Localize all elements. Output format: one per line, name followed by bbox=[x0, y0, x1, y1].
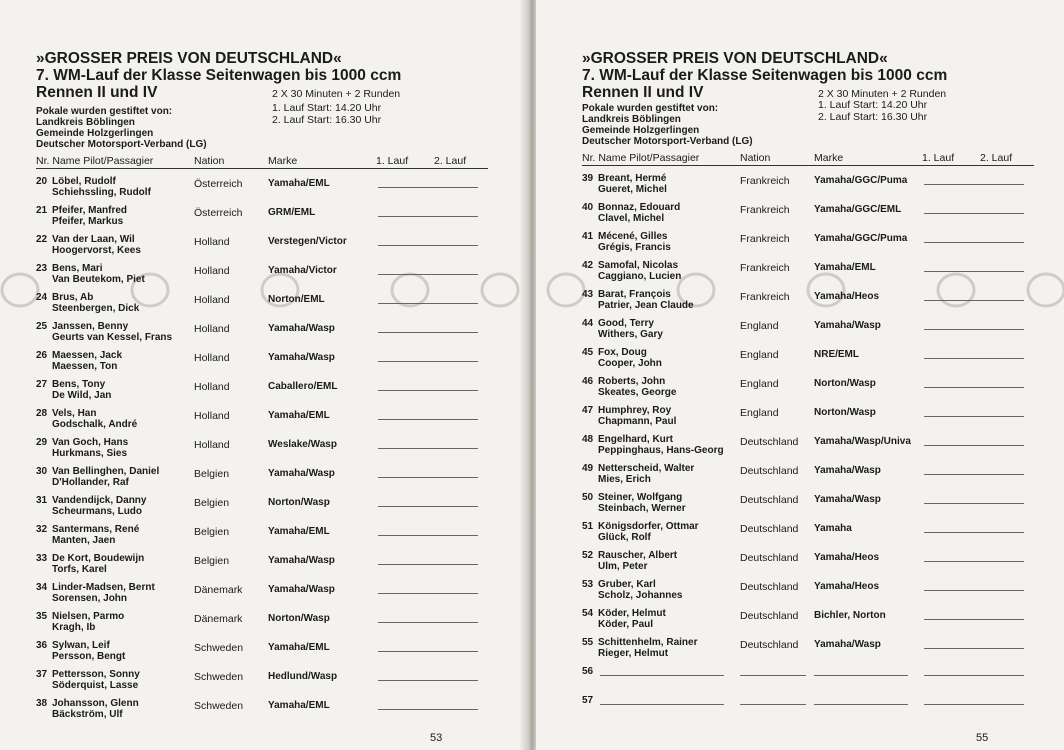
result-line bbox=[378, 651, 478, 652]
table-row bbox=[36, 289, 488, 318]
passenger-name: Ulm, Peter bbox=[598, 561, 648, 572]
nation: England bbox=[740, 320, 779, 332]
result-line bbox=[924, 242, 1024, 243]
result-line bbox=[378, 680, 478, 681]
table-row bbox=[36, 376, 488, 405]
passenger-name: Glück, Rolf bbox=[598, 532, 651, 543]
blank-line bbox=[924, 704, 1024, 705]
passenger-name: Söderquist, Lasse bbox=[52, 680, 139, 691]
pilot-name: Vandendijck, Danny bbox=[52, 495, 147, 506]
nation: Belgien bbox=[194, 555, 230, 567]
passenger-name: Caggiano, Lucien bbox=[598, 271, 682, 282]
pilot-name: Löbel, Rudolf bbox=[52, 176, 116, 187]
result-line bbox=[924, 213, 1024, 214]
table-row bbox=[36, 231, 488, 260]
marke: Yamaha/Wasp bbox=[814, 494, 881, 505]
marke: Yamaha/Heos bbox=[814, 552, 880, 563]
result-line bbox=[924, 503, 1024, 504]
entry-number: 28 bbox=[36, 408, 48, 419]
nation: Frankreich bbox=[740, 233, 790, 245]
nation: England bbox=[740, 349, 779, 361]
entry-number: 39 bbox=[582, 173, 594, 184]
pilot-name: Good, Terry bbox=[598, 318, 654, 329]
entry-number: 55 bbox=[582, 637, 594, 648]
passenger-name: Köder, Paul bbox=[598, 619, 654, 630]
result-line bbox=[378, 216, 478, 217]
table-row bbox=[582, 547, 1034, 576]
race-heat: Rennen II und IV bbox=[36, 84, 158, 101]
start-times: 1. Lauf Start: 14.20 Uhr 2. Lauf Start: 16.30 Uhr bbox=[818, 99, 928, 123]
marke: Yamaha/Heos bbox=[814, 291, 880, 302]
entry-number: 50 bbox=[582, 492, 594, 503]
marke: Yamaha/Wasp bbox=[268, 555, 335, 566]
marke: Norton/Wasp bbox=[814, 407, 876, 418]
marke: Yamaha/EML bbox=[268, 642, 330, 653]
entry-number: 44 bbox=[582, 318, 594, 329]
pilot-name: Maessen, Jack bbox=[52, 350, 123, 361]
pilot-name: Humphrey, Roy bbox=[598, 405, 672, 416]
table-row bbox=[582, 518, 1034, 547]
table-row bbox=[36, 434, 488, 463]
entry-number: 48 bbox=[582, 434, 594, 445]
result-line bbox=[924, 271, 1024, 272]
result-line bbox=[378, 332, 478, 333]
result-line bbox=[924, 358, 1024, 359]
passenger-name: Gueret, Michel bbox=[598, 184, 667, 195]
empty-row bbox=[582, 663, 1034, 692]
nation: Frankreich bbox=[740, 262, 790, 274]
passenger-name: Schiehssling, Rudolf bbox=[52, 187, 151, 198]
result-line bbox=[924, 387, 1024, 388]
table-row bbox=[36, 666, 488, 695]
pilot-name: Rauscher, Albert bbox=[598, 550, 678, 561]
passenger-name: Bäckström, Ulf bbox=[52, 709, 123, 720]
left-page bbox=[0, 0, 528, 750]
marke: GRM/EML bbox=[268, 207, 316, 218]
result-line bbox=[378, 564, 478, 565]
entry-number: 25 bbox=[36, 321, 48, 332]
pilot-name: Roberts, John bbox=[598, 376, 666, 387]
entry-number: 47 bbox=[582, 405, 594, 416]
blank-line bbox=[600, 704, 724, 705]
nation: Dänemark bbox=[194, 584, 243, 596]
entry-number: 43 bbox=[582, 289, 594, 300]
entry-number: 36 bbox=[36, 640, 48, 651]
result-line bbox=[378, 419, 478, 420]
page-number: 53 bbox=[430, 732, 443, 744]
table-row bbox=[36, 405, 488, 434]
pilot-name: Gruber, Karl bbox=[598, 579, 656, 590]
result-line bbox=[924, 561, 1024, 562]
entry-number: 56 bbox=[582, 666, 594, 677]
result-line bbox=[924, 619, 1024, 620]
pilot-name: Mécené, Gilles bbox=[598, 231, 668, 242]
table-row bbox=[582, 228, 1034, 257]
nation: Belgien bbox=[194, 526, 230, 538]
marke: Caballero/EML bbox=[268, 381, 338, 392]
table-header: Nr. Name Pilot/Passagier Nation Marke 1. Lauf 2. Lauf bbox=[582, 152, 1034, 166]
pilot-name: Santermans, René bbox=[52, 524, 140, 535]
table-row bbox=[36, 260, 488, 289]
marke: Verstegen/Victor bbox=[268, 236, 347, 247]
result-line bbox=[924, 474, 1024, 475]
marke: Norton/Wasp bbox=[814, 378, 876, 389]
table-row bbox=[582, 431, 1034, 460]
nation: Dänemark bbox=[194, 613, 243, 625]
table-row bbox=[582, 460, 1034, 489]
passenger-name: Torfs, Karel bbox=[52, 564, 107, 575]
nation: Deutschland bbox=[740, 436, 799, 448]
entry-number: 34 bbox=[36, 582, 48, 593]
entry-number: 52 bbox=[582, 550, 594, 561]
result-line bbox=[924, 648, 1024, 649]
table-row bbox=[36, 637, 488, 666]
table-row bbox=[36, 695, 488, 724]
pilot-name: Samofal, Nicolas bbox=[598, 260, 679, 271]
marke: Yamaha/Wasp bbox=[268, 468, 335, 479]
race-title: »GROSSER PREIS VON DEUTSCHLAND« bbox=[36, 50, 342, 67]
nation: Holland bbox=[194, 323, 230, 335]
race-subtitle: 7. WM-Lauf der Klasse Seitenwagen bis 1000 ccm bbox=[582, 67, 948, 84]
result-line bbox=[378, 448, 478, 449]
passenger-name: Grégis, Francis bbox=[598, 242, 671, 253]
nation: Deutschland bbox=[740, 639, 799, 651]
entry-number: 41 bbox=[582, 231, 594, 242]
passenger-name: Persson, Bengt bbox=[52, 651, 126, 662]
marke: Yamaha/Heos bbox=[814, 581, 880, 592]
entry-number: 20 bbox=[36, 176, 48, 187]
nation: Holland bbox=[194, 236, 230, 248]
passenger-name: Hurkmans, Sies bbox=[52, 448, 128, 459]
pilot-name: Schittenhelm, Rainer bbox=[598, 637, 698, 648]
passenger-name: Pfeifer, Markus bbox=[52, 216, 124, 227]
pilot-name: Nielsen, Parmo bbox=[52, 611, 125, 622]
nation: Schweden bbox=[194, 671, 244, 683]
blank-line bbox=[740, 675, 806, 676]
race-subtitle: 7. WM-Lauf der Klasse Seitenwagen bis 1000 ccm bbox=[36, 67, 402, 84]
entries-right bbox=[582, 170, 1034, 663]
marke: Norton/Wasp bbox=[268, 497, 330, 508]
nation: Frankreich bbox=[740, 291, 790, 303]
entry-number: 53 bbox=[582, 579, 594, 590]
nation: Holland bbox=[194, 410, 230, 422]
entry-number: 33 bbox=[36, 553, 48, 564]
table-row bbox=[36, 521, 488, 550]
nation: Holland bbox=[194, 381, 230, 393]
entry-number: 22 bbox=[36, 234, 48, 245]
table-row bbox=[582, 373, 1034, 402]
pilot-name: Breant, Hermé bbox=[598, 173, 667, 184]
result-line bbox=[378, 477, 478, 478]
marke: Yamaha bbox=[814, 523, 852, 534]
result-line bbox=[378, 361, 478, 362]
passenger-name: Scheurmans, Ludo bbox=[52, 506, 143, 517]
marke: Yamaha/EML bbox=[268, 410, 330, 421]
marke: Hedlund/Wasp bbox=[268, 671, 338, 682]
result-line bbox=[924, 445, 1024, 446]
nation: Holland bbox=[194, 439, 230, 451]
result-line bbox=[924, 590, 1024, 591]
race-title: »GROSSER PREIS VON DEUTSCHLAND« bbox=[582, 50, 888, 67]
result-line bbox=[378, 187, 478, 188]
nation: Holland bbox=[194, 352, 230, 364]
schedule-main: 2 X 30 Minuten + 2 Runden bbox=[272, 88, 401, 100]
right-content bbox=[582, 50, 1034, 721]
nation: Schweden bbox=[194, 700, 244, 712]
nation: Deutschland bbox=[740, 610, 799, 622]
result-line bbox=[378, 390, 478, 391]
nation: Holland bbox=[194, 294, 230, 306]
table-row bbox=[582, 199, 1034, 228]
pilot-name: Fox, Doug bbox=[598, 347, 647, 358]
passenger-name: Peppinghaus, Hans-Georg bbox=[598, 445, 724, 456]
marke: Bichler, Norton bbox=[814, 610, 886, 621]
donors: Pokale wurden gestiftet von: Landkreis Böblingen Gemeinde Holzgerlingen Deutscher Motorsport-Verband (LG) bbox=[582, 103, 753, 147]
pilot-name: Königsdorfer, Ottmar bbox=[598, 521, 699, 532]
pilot-name: Linder-Madsen, Bernt bbox=[52, 582, 155, 593]
entry-number: 38 bbox=[36, 698, 48, 709]
nation: Deutschland bbox=[740, 494, 799, 506]
pilot-name: Brus, Ab bbox=[52, 292, 94, 303]
marke: Yamaha/Wasp bbox=[268, 323, 335, 334]
result-line bbox=[924, 300, 1024, 301]
nation: Deutschland bbox=[740, 465, 799, 477]
nation: Österreich bbox=[194, 207, 243, 219]
schedule-main: 2 X 30 Minuten + 2 Runden bbox=[818, 88, 947, 100]
blank-line bbox=[740, 704, 806, 705]
passenger-name: Hoogervorst, Kees bbox=[52, 245, 141, 256]
result-line bbox=[924, 329, 1024, 330]
entry-number: 30 bbox=[36, 466, 48, 477]
marke: Norton/EML bbox=[268, 294, 325, 305]
passenger-name: Cooper, John bbox=[598, 358, 662, 369]
page-number: 55 bbox=[976, 732, 989, 744]
marke: NRE/EML bbox=[814, 349, 859, 360]
result-line bbox=[378, 535, 478, 536]
blank-line bbox=[924, 675, 1024, 676]
passenger-name: Chapmann, Paul bbox=[598, 416, 677, 427]
marke: Yamaha/GGC/EML bbox=[814, 204, 902, 215]
entry-number: 49 bbox=[582, 463, 594, 474]
entry-number: 46 bbox=[582, 376, 594, 387]
pilot-name: Janssen, Benny bbox=[52, 321, 129, 332]
table-row bbox=[582, 634, 1034, 663]
blank-line bbox=[814, 704, 908, 705]
table-row bbox=[36, 579, 488, 608]
table-row bbox=[582, 315, 1034, 344]
passenger-name: De Wild, Jan bbox=[52, 390, 112, 401]
passenger-name: Patrier, Jean Claude bbox=[598, 300, 694, 311]
marke: Yamaha/EML bbox=[268, 526, 330, 537]
result-line bbox=[378, 709, 478, 710]
result-line bbox=[924, 416, 1024, 417]
marke: Yamaha/EML bbox=[268, 178, 330, 189]
marke: Yamaha/Wasp bbox=[268, 352, 335, 363]
marke: Norton/Wasp bbox=[268, 613, 330, 624]
nation: Deutschland bbox=[740, 581, 799, 593]
entry-number: 40 bbox=[582, 202, 594, 213]
nation: Belgien bbox=[194, 468, 230, 480]
passenger-name: Manten, Jaen bbox=[52, 535, 116, 546]
pilot-name: Barat, François bbox=[598, 289, 671, 300]
start-times: 1. Lauf Start: 14.20 Uhr 2. Lauf Start: 16.30 Uhr bbox=[272, 102, 382, 126]
table-row bbox=[582, 576, 1034, 605]
passenger-name: Withers, Gary bbox=[598, 329, 663, 340]
passenger-name: Sorensen, John bbox=[52, 593, 128, 604]
table-row bbox=[36, 550, 488, 579]
passenger-name: Mies, Erich bbox=[598, 474, 651, 485]
entry-number: 29 bbox=[36, 437, 48, 448]
pilot-name: Johansson, Glenn bbox=[52, 698, 139, 709]
empty-entries bbox=[582, 663, 1034, 721]
result-line bbox=[378, 593, 478, 594]
pilot-name: Netterscheid, Walter bbox=[598, 463, 695, 474]
donors: Pokale wurden gestiftet von: Landkreis Böblingen Gemeinde Holzgerlingen Deutscher Motorsport-Verband (LG) bbox=[36, 106, 207, 150]
nation: Frankreich bbox=[740, 204, 790, 216]
marke: Yamaha/GGC/Puma bbox=[814, 175, 908, 186]
blank-line bbox=[600, 675, 724, 676]
marke: Yamaha/Wasp bbox=[814, 465, 881, 476]
marke: Yamaha/Wasp bbox=[268, 584, 335, 595]
nation: Frankreich bbox=[740, 175, 790, 187]
passenger-name: Godschalk, André bbox=[52, 419, 138, 430]
pilot-name: Pfeifer, Manfred bbox=[52, 205, 128, 216]
table-row bbox=[582, 170, 1034, 199]
nation: Belgien bbox=[194, 497, 230, 509]
table-row bbox=[36, 608, 488, 637]
table-row bbox=[36, 202, 488, 231]
marke: Yamaha/EML bbox=[268, 700, 330, 711]
entry-number: 54 bbox=[582, 608, 594, 619]
nation: Österreich bbox=[194, 178, 243, 190]
result-line bbox=[378, 303, 478, 304]
entry-number: 23 bbox=[36, 263, 48, 274]
result-line bbox=[378, 245, 478, 246]
pilot-name: Van der Laan, Wil bbox=[52, 234, 135, 245]
passenger-name: Steenbergen, Dick bbox=[52, 303, 140, 314]
pilot-name: Köder, Helmut bbox=[598, 608, 666, 619]
nation: Holland bbox=[194, 265, 230, 277]
entry-number: 24 bbox=[36, 292, 48, 303]
pilot-name: Bens, Mari bbox=[52, 263, 103, 274]
marke: Yamaha/EML bbox=[814, 262, 876, 273]
table-header: Nr. Name Pilot/Passagier Nation Marke 1. Lauf 2. Lauf bbox=[36, 155, 488, 169]
table-row bbox=[582, 286, 1034, 315]
marke: Yamaha/Wasp bbox=[814, 639, 881, 650]
pilot-name: Engelhard, Kurt bbox=[598, 434, 674, 445]
table-row bbox=[36, 492, 488, 521]
passenger-name: Clavel, Michel bbox=[598, 213, 665, 224]
left-content bbox=[36, 50, 488, 724]
passenger-name: Maessen, Ton bbox=[52, 361, 118, 372]
passenger-name: Scholz, Johannes bbox=[598, 590, 683, 601]
passenger-name: Skeates, George bbox=[598, 387, 677, 398]
nation: Deutschland bbox=[740, 552, 799, 564]
nation: England bbox=[740, 407, 779, 419]
result-line bbox=[924, 184, 1024, 185]
pilot-name: Steiner, Wolfgang bbox=[598, 492, 683, 503]
pilot-name: Bonnaz, Edouard bbox=[598, 202, 681, 213]
table-row bbox=[36, 347, 488, 376]
race-heat: Rennen II und IV bbox=[582, 84, 704, 101]
table-row bbox=[36, 463, 488, 492]
passenger-name: D'Hollander, Raf bbox=[52, 477, 129, 488]
empty-row bbox=[582, 692, 1034, 721]
pilot-name: Van Goch, Hans bbox=[52, 437, 129, 448]
entry-number: 27 bbox=[36, 379, 48, 390]
table-row bbox=[582, 402, 1034, 431]
table-row bbox=[36, 173, 488, 202]
marke: Yamaha/GGC/Puma bbox=[814, 233, 908, 244]
result-line bbox=[378, 506, 478, 507]
entry-number: 42 bbox=[582, 260, 594, 271]
result-line bbox=[924, 532, 1024, 533]
entry-number: 35 bbox=[36, 611, 48, 622]
pilot-name: Bens, Tony bbox=[52, 379, 106, 390]
entry-number: 26 bbox=[36, 350, 48, 361]
entry-number: 21 bbox=[36, 205, 48, 216]
result-line bbox=[378, 274, 478, 275]
entry-number: 37 bbox=[36, 669, 48, 680]
entry-number: 51 bbox=[582, 521, 594, 532]
marke: Yamaha/Victor bbox=[268, 265, 337, 276]
pilot-name: Vels, Han bbox=[52, 408, 97, 419]
passenger-name: Rieger, Helmut bbox=[598, 648, 669, 659]
table-row bbox=[582, 489, 1034, 518]
entry-number: 32 bbox=[36, 524, 48, 535]
marke: Yamaha/Wasp/Univa bbox=[814, 436, 911, 447]
pilot-name: Pettersson, Sonny bbox=[52, 669, 140, 680]
pilot-name: De Kort, Boudewijn bbox=[52, 553, 145, 564]
passenger-name: Steinbach, Werner bbox=[598, 503, 686, 514]
blank-line bbox=[814, 675, 908, 676]
entries-left bbox=[36, 173, 488, 724]
table-row bbox=[582, 344, 1034, 373]
marke: Weslake/Wasp bbox=[268, 439, 337, 450]
right-page bbox=[536, 0, 1064, 750]
nation: England bbox=[740, 378, 779, 390]
passenger-name: Kragh, Ib bbox=[52, 622, 96, 633]
entry-number: 57 bbox=[582, 695, 594, 706]
pilot-name: Sylwan, Leif bbox=[52, 640, 110, 651]
marke: Yamaha/Wasp bbox=[814, 320, 881, 331]
nation: Deutschland bbox=[740, 523, 799, 535]
result-line bbox=[378, 622, 478, 623]
table-row bbox=[582, 257, 1034, 286]
passenger-name: Geurts van Kessel, Frans bbox=[52, 332, 173, 343]
nation: Schweden bbox=[194, 642, 244, 654]
table-row bbox=[36, 318, 488, 347]
passenger-name: Van Beutekom, Piet bbox=[52, 274, 145, 285]
entry-number: 45 bbox=[582, 347, 594, 358]
pilot-name: Van Bellinghen, Daniel bbox=[52, 466, 160, 477]
table-row bbox=[582, 605, 1034, 634]
entry-number: 31 bbox=[36, 495, 48, 506]
